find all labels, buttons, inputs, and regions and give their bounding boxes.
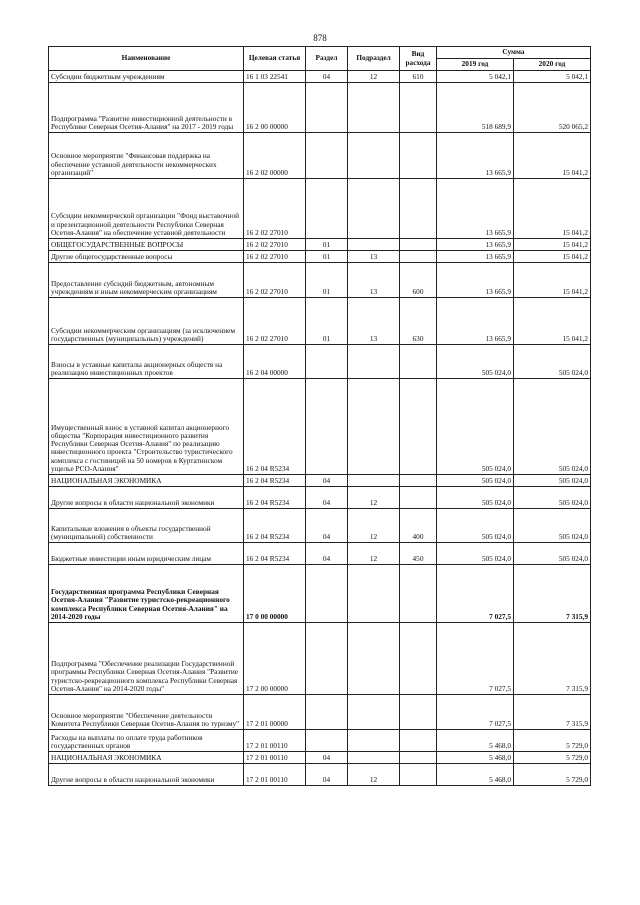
table-row <box>49 695 591 730</box>
cell-name: Подпрограмма "Развитие инвестиционной деятельности в Республике Северная Осетия-Алания" на 2017 - 2019 годы <box>49 83 244 133</box>
cell-subsection <box>348 345 400 379</box>
cell-name: Другие вопросы в области национальной экономики <box>49 764 244 786</box>
table-row <box>49 133 591 179</box>
cell-section: 01 <box>306 263 348 298</box>
table-row <box>49 71 591 83</box>
cell-expense-type <box>400 475 437 487</box>
cell-expense-type <box>400 487 437 509</box>
cell-2019: 7 027,5 <box>437 565 514 623</box>
cell-2020: 15 041,2 <box>514 263 591 298</box>
table-row <box>49 298 591 345</box>
table-row <box>49 730 591 752</box>
cell-2020: 7 315,9 <box>514 695 591 730</box>
cell-target: 17 2 01 00110 <box>244 752 306 764</box>
table-row <box>49 263 591 298</box>
cell-name: ОБЩЕГОСУДАРСТВЕННЫЕ ВОПРОСЫ <box>49 239 244 251</box>
cell-2019: 5 468,0 <box>437 730 514 752</box>
cell-section <box>306 83 348 133</box>
cell-expense-type <box>400 133 437 179</box>
cell-target: 16 2 04 R5234 <box>244 475 306 487</box>
cell-expense-type <box>400 565 437 623</box>
header-sum: Сумма <box>437 47 591 59</box>
cell-target: 16 2 02 27010 <box>244 179 306 239</box>
cell-name: НАЦИОНАЛЬНАЯ ЭКОНОМИКА <box>49 752 244 764</box>
cell-expense-type: 630 <box>400 298 437 345</box>
cell-2020: 505 024,0 <box>514 379 591 475</box>
table-row <box>49 487 591 509</box>
cell-target: 16 2 00 00000 <box>244 83 306 133</box>
cell-2019: 5 468,0 <box>437 764 514 786</box>
cell-name: Взносы в уставные капиталы акционерных обществ на реализацию инвестиционных проектов <box>49 345 244 379</box>
cell-section <box>306 133 348 179</box>
cell-expense-type: 600 <box>400 263 437 298</box>
cell-2019: 505 024,0 <box>437 509 514 543</box>
cell-section: 04 <box>306 764 348 786</box>
cell-2019: 518 689,9 <box>437 83 514 133</box>
table-row <box>49 83 591 133</box>
cell-subsection <box>348 695 400 730</box>
cell-2020: 15 041,2 <box>514 133 591 179</box>
cell-2019: 7 027,5 <box>437 623 514 695</box>
cell-target: 16 2 04 00000 <box>244 345 306 379</box>
cell-section: 04 <box>306 752 348 764</box>
cell-subsection: 12 <box>348 487 400 509</box>
cell-2020: 7 315,9 <box>514 623 591 695</box>
cell-2020: 5 729,0 <box>514 764 591 786</box>
cell-2020: 15 041,2 <box>514 179 591 239</box>
cell-subsection: 13 <box>348 298 400 345</box>
cell-2020: 505 024,0 <box>514 487 591 509</box>
cell-name: Имущественный взнос в уставной капитал акционерного общества "Корпорация инвестиционного развития Республики Северная Осетия-Алания" по реализацию инвестиционного проекта "Строительство туристического комплекса с гостиницей на 50 номеров в Куртатинском ущелье РСО-Алания" <box>49 379 244 475</box>
cell-subsection: 12 <box>348 543 400 565</box>
cell-target: 16 2 02 27010 <box>244 298 306 345</box>
cell-target: 16 2 02 27010 <box>244 263 306 298</box>
cell-2019: 7 027,5 <box>437 695 514 730</box>
cell-2020: 15 041,2 <box>514 298 591 345</box>
cell-2019: 13 665,9 <box>437 239 514 251</box>
header-section: Раздел <box>306 47 348 71</box>
table-row <box>49 565 591 623</box>
table-row <box>49 623 591 695</box>
cell-2020: 505 024,0 <box>514 509 591 543</box>
cell-target: 17 2 01 00110 <box>244 764 306 786</box>
cell-target: 17 2 01 00110 <box>244 730 306 752</box>
header-name: Наименование <box>49 47 244 71</box>
cell-expense-type: 450 <box>400 543 437 565</box>
cell-2019: 505 024,0 <box>437 543 514 565</box>
cell-2019: 13 665,9 <box>437 179 514 239</box>
cell-subsection: 12 <box>348 509 400 543</box>
cell-expense-type <box>400 83 437 133</box>
cell-name: НАЦИОНАЛЬНАЯ ЭКОНОМИКА <box>49 475 244 487</box>
cell-expense-type <box>400 239 437 251</box>
cell-name: Субсидии некоммерческой организации "Фонд выставочной и презентационной деятельности Республики Северная Осетия-Алания" на обеспечение уставной деятельности <box>49 179 244 239</box>
cell-expense-type <box>400 379 437 475</box>
cell-section: 01 <box>306 251 348 263</box>
cell-subsection: 12 <box>348 71 400 83</box>
cell-name: Государственная программа Республики Северная Осетия-Алания "Развитие туристско-рекреационного комплекса Республики Северная Осетия-Алания" на 2014-2020 годы <box>49 565 244 623</box>
header-2020: 2020 год <box>514 59 591 71</box>
table-row <box>49 179 591 239</box>
cell-expense-type <box>400 251 437 263</box>
cell-2020: 7 315,9 <box>514 565 591 623</box>
cell-expense-type <box>400 345 437 379</box>
header-2019: 2019 год <box>437 59 514 71</box>
cell-target: 16 2 04 R5234 <box>244 543 306 565</box>
cell-section: 04 <box>306 487 348 509</box>
table-header <box>49 47 591 71</box>
cell-subsection <box>348 623 400 695</box>
cell-target: 16 2 04 R5234 <box>244 509 306 543</box>
cell-name: Основное мероприятие "Обеспечение деятельности Комитета Республики Северная Осетия-Алания по туризму" <box>49 695 244 730</box>
cell-subsection: 13 <box>348 263 400 298</box>
table-row <box>49 239 591 251</box>
cell-section <box>306 345 348 379</box>
cell-name: Капитальные вложения в объекты государственной (муниципальной) собственности <box>49 509 244 543</box>
cell-expense-type <box>400 179 437 239</box>
cell-subsection: 13 <box>348 251 400 263</box>
cell-name: Субсидии бюджетным учреждениям <box>49 71 244 83</box>
table-row <box>49 764 591 786</box>
cell-expense-type <box>400 752 437 764</box>
cell-target: 16 2 02 00000 <box>244 133 306 179</box>
cell-2020: 15 041,2 <box>514 251 591 263</box>
cell-2019: 505 024,0 <box>437 345 514 379</box>
cell-2020: 5 042,1 <box>514 71 591 83</box>
cell-section: 01 <box>306 298 348 345</box>
cell-subsection <box>348 565 400 623</box>
cell-2020: 505 024,0 <box>514 345 591 379</box>
cell-target: 17 0 00 00000 <box>244 565 306 623</box>
cell-expense-type <box>400 730 437 752</box>
cell-section <box>306 565 348 623</box>
cell-subsection: 12 <box>348 764 400 786</box>
cell-subsection <box>348 730 400 752</box>
cell-section <box>306 179 348 239</box>
cell-section <box>306 695 348 730</box>
cell-expense-type <box>400 623 437 695</box>
cell-subsection <box>348 475 400 487</box>
cell-name: Подпрограмма "Обеспечение реализации Государственной программы Республики Северная Осетия-Алания "Развитие туристско-рекреационного комплекса Республики Северная Осетия-Алания" на 2014-2020 годы" <box>49 623 244 695</box>
cell-expense-type: 400 <box>400 509 437 543</box>
cell-target: 16 2 02 27010 <box>244 239 306 251</box>
cell-subsection <box>348 179 400 239</box>
cell-2019: 5 468,0 <box>437 752 514 764</box>
cell-2019: 13 665,9 <box>437 298 514 345</box>
cell-name: Другие вопросы в области национальной экономики <box>49 487 244 509</box>
cell-name: Основное мероприятие "Финансовая поддержка на обеспечение уставной деятельности некоммерческих организаций" <box>49 133 244 179</box>
cell-expense-type: 610 <box>400 71 437 83</box>
table-row <box>49 475 591 487</box>
cell-section <box>306 623 348 695</box>
cell-name: Предоставление субсидий бюджетным, автономным учреждениям и иным некоммерческим организациям <box>49 263 244 298</box>
cell-section <box>306 379 348 475</box>
table-row <box>49 345 591 379</box>
cell-subsection <box>348 379 400 475</box>
cell-subsection <box>348 239 400 251</box>
cell-section: 04 <box>306 509 348 543</box>
table-row <box>49 543 591 565</box>
table-body <box>49 71 591 786</box>
cell-expense-type <box>400 764 437 786</box>
header-expense-type: Вид расхода <box>400 47 437 71</box>
cell-2019: 13 665,9 <box>437 133 514 179</box>
cell-target: 17 2 00 00000 <box>244 623 306 695</box>
cell-target: 16 2 02 27010 <box>244 251 306 263</box>
cell-target: 16 2 04 R5234 <box>244 487 306 509</box>
cell-2019: 5 042,1 <box>437 71 514 83</box>
cell-target: 16 2 04 R5234 <box>244 379 306 475</box>
cell-2020: 505 024,0 <box>514 475 591 487</box>
table-row <box>49 752 591 764</box>
cell-subsection <box>348 752 400 764</box>
cell-2019: 505 024,0 <box>437 487 514 509</box>
table-row <box>49 509 591 543</box>
cell-subsection <box>348 133 400 179</box>
cell-2019: 13 665,9 <box>437 263 514 298</box>
cell-2019: 505 024,0 <box>437 379 514 475</box>
cell-2020: 15 041,2 <box>514 239 591 251</box>
cell-2020: 5 729,0 <box>514 752 591 764</box>
table-row <box>49 251 591 263</box>
cell-name: Расходы на выплаты по оплате труда работников государственных органов <box>49 730 244 752</box>
page-number: 878 <box>313 33 327 43</box>
table-row <box>49 379 591 475</box>
cell-target: 16 1 03 22541 <box>244 71 306 83</box>
cell-section <box>306 730 348 752</box>
cell-2019: 13 665,9 <box>437 251 514 263</box>
cell-section: 04 <box>306 71 348 83</box>
budget-table <box>48 46 591 786</box>
cell-target: 17 2 01 00000 <box>244 695 306 730</box>
cell-section: 04 <box>306 543 348 565</box>
cell-name: Другие общегосударственные вопросы <box>49 251 244 263</box>
cell-subsection <box>348 83 400 133</box>
cell-2019: 505 024,0 <box>437 475 514 487</box>
header-subsection: Подраздел <box>348 47 400 71</box>
cell-2020: 505 024,0 <box>514 543 591 565</box>
cell-section: 04 <box>306 475 348 487</box>
header-target: Целевая статья <box>244 47 306 71</box>
cell-section: 01 <box>306 239 348 251</box>
cell-name: Субсидии некоммерческим организациям (за исключением государственных (муниципальных) учреждений) <box>49 298 244 345</box>
cell-2020: 5 729,0 <box>514 730 591 752</box>
cell-2020: 520 065,2 <box>514 83 591 133</box>
cell-expense-type <box>400 695 437 730</box>
cell-name: Бюджетные инвестиции иным юридическим лицам <box>49 543 244 565</box>
